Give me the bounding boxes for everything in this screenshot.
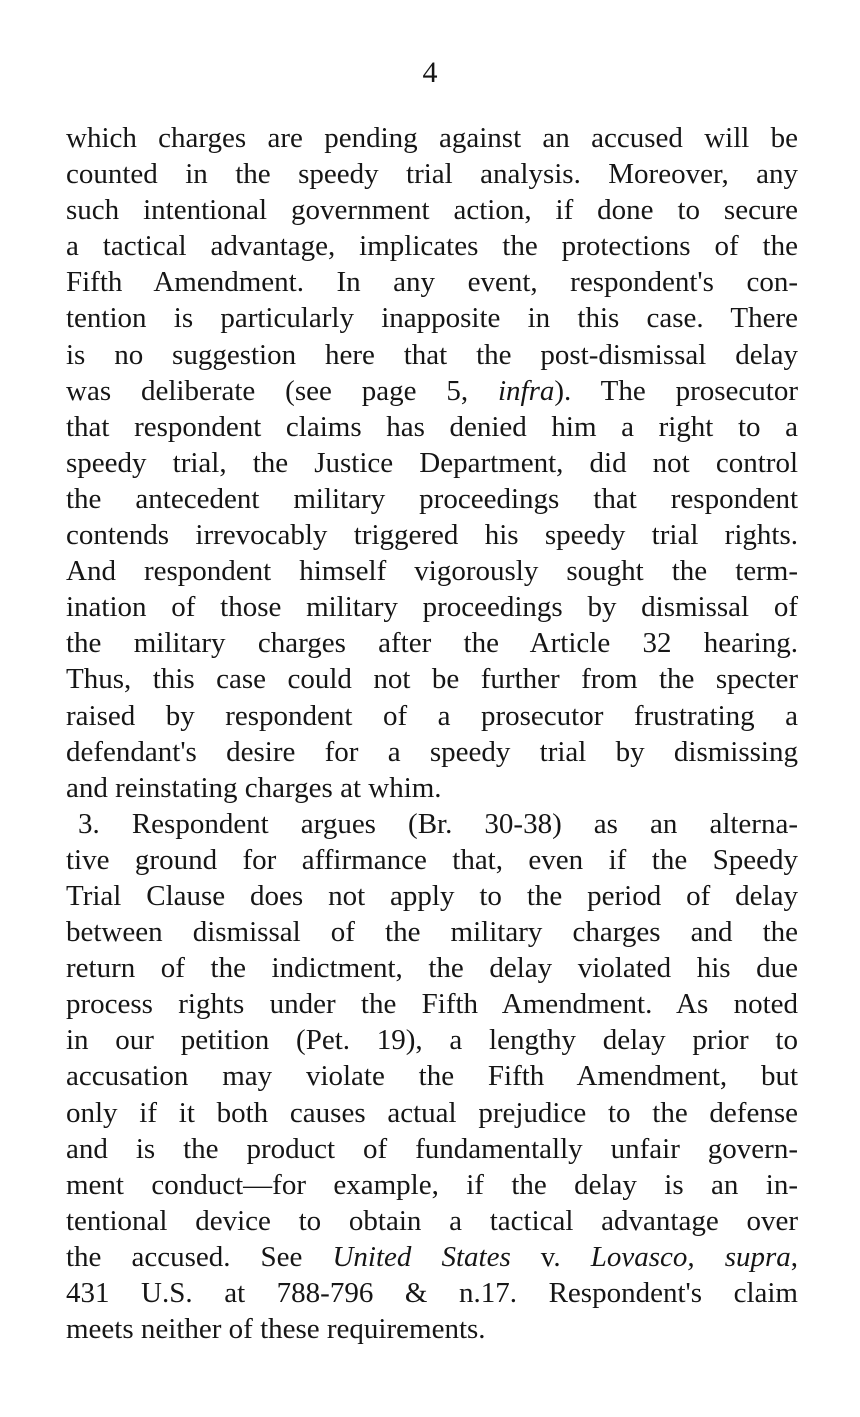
text-segment: raised by respondent of a prosecutor frustrating a bbox=[66, 699, 798, 732]
text-line bbox=[66, 1239, 798, 1275]
text-segment: ). The prosecutor bbox=[554, 374, 798, 407]
text-segment: Trial Clause does not apply to the period of delay bbox=[66, 879, 798, 912]
text-segment: defendant's desire for a speedy trial by dismissing bbox=[66, 735, 798, 768]
text-segment: v. bbox=[510, 1240, 591, 1273]
text-segment: is no suggestion here that the post-dismissal delay bbox=[66, 338, 798, 371]
text-segment: And respondent himself vigorously sought the term- bbox=[66, 555, 798, 588]
text-segment: which charges are pending against an accused will be bbox=[66, 122, 798, 154]
text-segment: only if it both causes actual prejudice to the defense bbox=[66, 1096, 798, 1129]
text-segment: 431 U.S. at 788-796 & n.17. Respondent's claim bbox=[66, 1277, 798, 1309]
page-number: 4 bbox=[422, 56, 438, 89]
text-segment: tention is particularly inapposite in this case. There bbox=[66, 302, 798, 335]
text-segment: and is the product of fundamentally unfair govern- bbox=[66, 1132, 798, 1165]
text-segment: and reinstating charges at whim. bbox=[66, 771, 442, 804]
text-line bbox=[66, 1095, 798, 1131]
text-segment: Thus, this case could not be further from the specter bbox=[66, 663, 798, 696]
text-segment: was deliberate (see page 5, bbox=[66, 374, 498, 407]
italic-text-segment: Lovasco, supra bbox=[590, 1240, 791, 1273]
text-segment: accusation may violate the Fifth Amendment, but bbox=[66, 1060, 798, 1093]
text-line bbox=[66, 264, 798, 300]
text-line bbox=[66, 120, 798, 156]
text-line bbox=[66, 1058, 798, 1094]
text-line bbox=[66, 1022, 798, 1058]
text-segment: the accused. See bbox=[66, 1240, 333, 1273]
text-line bbox=[66, 228, 798, 264]
text-segment: tive ground for affirmance that, even if the Speedy bbox=[66, 843, 798, 876]
text-line bbox=[66, 589, 798, 625]
text-segment: ment conduct—for example, if the delay is an in- bbox=[66, 1168, 798, 1201]
text-line bbox=[66, 1311, 798, 1347]
text-segment: meets neither of these requirements. bbox=[66, 1313, 486, 1346]
text-line bbox=[66, 842, 798, 878]
text-line bbox=[66, 192, 798, 228]
italic-text-segment: infra bbox=[497, 374, 555, 407]
text-line bbox=[66, 986, 798, 1022]
text-segment: process rights under the Fifth Amendment. As noted bbox=[66, 988, 798, 1021]
text-line bbox=[66, 553, 798, 589]
text-line bbox=[66, 1131, 798, 1167]
text-segment: the antecedent military proceedings that respondent bbox=[66, 482, 798, 515]
text-line bbox=[66, 806, 798, 842]
text-segment: speedy trial, the Justice Department, did not control bbox=[66, 446, 798, 479]
text-segment: contends irrevocably triggered his speedy trial rights. bbox=[66, 519, 798, 552]
text-segment: the military charges after the Article 32 hearing. bbox=[66, 627, 798, 660]
text-segment: such intentional government action, if done to secure bbox=[66, 194, 798, 227]
text-line bbox=[66, 878, 798, 914]
text-line bbox=[66, 409, 798, 445]
text-line bbox=[66, 373, 798, 409]
text-line bbox=[66, 445, 798, 481]
text-line bbox=[66, 770, 798, 806]
text-line bbox=[66, 1275, 798, 1311]
text-line bbox=[66, 914, 798, 950]
text-segment: Fifth Amendment. In any event, respondent's con- bbox=[66, 266, 798, 299]
text-line bbox=[66, 1203, 798, 1239]
text-line bbox=[66, 300, 798, 336]
text-line bbox=[66, 661, 798, 697]
text-line bbox=[66, 481, 798, 517]
text-segment: 3. Respondent argues (Br. 30-38) as an alterna- bbox=[78, 807, 798, 840]
text-segment: ination of those military proceedings by dismissal of bbox=[66, 591, 798, 624]
text-segment: counted in the speedy trial analysis. Moreover, any bbox=[66, 158, 798, 191]
text-line bbox=[66, 950, 798, 986]
text-segment: return of the indictment, the delay violated his due bbox=[66, 952, 798, 985]
text-segment: a tactical advantage, implicates the protections of the bbox=[66, 230, 798, 263]
text-segment: in our petition (Pet. 19), a lengthy delay prior to bbox=[66, 1024, 798, 1057]
text-line bbox=[66, 625, 798, 661]
text-line bbox=[66, 156, 798, 192]
text-line bbox=[66, 1167, 798, 1203]
text-line bbox=[66, 517, 798, 553]
text-segment: that respondent claims has denied him a right to a bbox=[66, 410, 798, 443]
text-line bbox=[66, 698, 798, 734]
text-segment: tentional device to obtain a tactical advantage over bbox=[66, 1204, 798, 1237]
text-segment: , bbox=[790, 1240, 799, 1273]
text-line bbox=[66, 734, 798, 770]
text-line bbox=[66, 337, 798, 373]
italic-text-segment: United States bbox=[332, 1240, 511, 1273]
text-segment: between dismissal of the military charges and the bbox=[66, 916, 798, 949]
body-text bbox=[66, 120, 798, 1347]
